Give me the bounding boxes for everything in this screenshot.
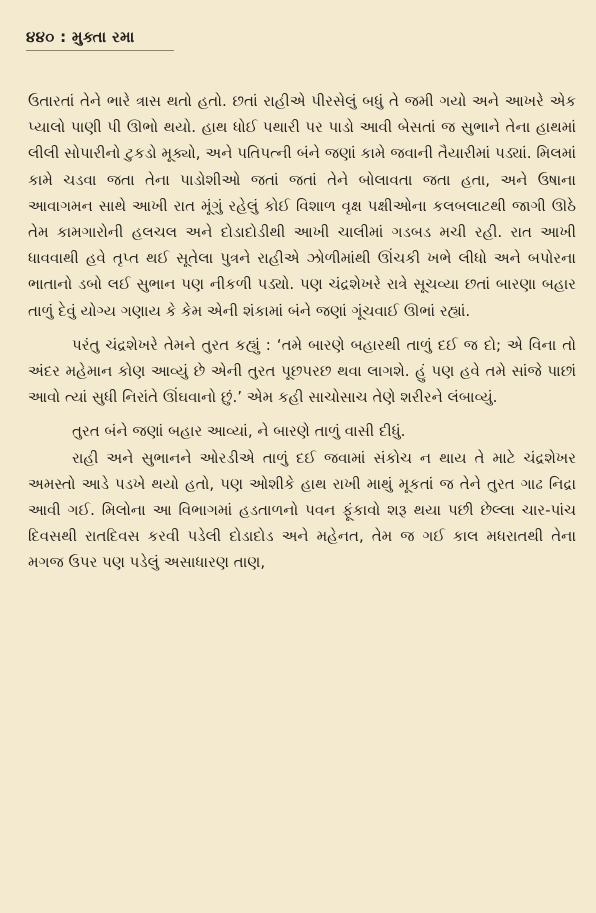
paragraph-4: રાહી અને સુભાનને ઓરડીએ તાળું દઈ જવામાં સંકોચ ન થાય તે માટે ચંદ્રશેખર અમસ્તો આડે પડખે થયો હતો, પણ ઓશીકે હાથ રાખી માથું મૂકતાં જ તેને તુરત ગાઢ નિદ્રા આવી ગઈ. મિલોના આ વિભાગમાં હડતાળનો પવન ફૂંકાવો શરૂ થયા પછી છેલ્લા ચાર-પાંચ દિવસથી રાતદિવસ કરવી પડેલી દોડાદોડ અને મહેનત, તેમ જ ગઈ કાલ મધરાતથી તેના મગજ ઉપર પણ પડેલું અસાધારણ તાણ, — [28, 448, 576, 572]
header-separator: : — [60, 28, 67, 46]
page-number: ૪૪૦ — [26, 28, 55, 46]
body-text — [28, 88, 576, 576]
paragraph-1: ઉતારતાં તેને ભારે ત્રાસ થતો હતો. છતાં રાહીએ પીરસેલું બધું તે જમી ગયો અને આખરે એક પ્યાલો પાણી પી ઊભો થયો. હાથ ધોઈ પથારી પર પાડો આવી બેસતાં જ સુભાને તેના હાથમાં લીલી સોપારીનો ટુકડો મૂક્યો, અને પતિપત્ની બંને જણાં કામે જવાની તૈયારીમાં પડ્યાં. મિલમાં કામે ચડવા જતા તેના પાડોશીઓ જતાં જતાં તેને બોલાવતા જતા હતા, અને ઉષાના આવાગમન સાથે આખી રાત મૂંગું રહેલું કોઈ વિશાળ વૃક્ષ પક્ષીઓના કલબલાટથી જાગી ઊઠે તેમ કામગારોની હલચલ અને દોડાદોડીથી આખી ચાલીમાં ગડબડ મચી રહી. રાત આખી ધાવવાથી હવે તૃપ્ત થઈ સૂતેલા પુત્રને રાહીએ ઝોળીમાંથી ઊંચકી ખભે લીધો અને બપોરના ભાતાનો ડબો લઈ સુભાન પણ નીકળી પડ્યો. પણ ચંદ્રશેખરે રાત્રે સૂચવ્યા છતાં બારણા બહાર તાળું દેવું યોગ્ય ગણાય કે કેમ એની શંકામાં બંને જણાં ગૂંચવાઈ ઊભાં રહ્યાં. — [28, 92, 576, 320]
running-header — [26, 28, 135, 46]
paragraph-3: તુરત બંને જણાં બહાર આવ્યાં, ને બારણે તાળું વાસી દીધું. — [72, 422, 406, 441]
paragraph-2: પરંતુ ચંદ્રશેખરે તેમને તુરત કહ્યું : ‘તમે બારણે બહારથી તાળું દઈ જ દો; એ વિના તો અંદર મહેમાન કોણ આવ્યું છે એની તુરત પૂછપરછ થવા લાગશે. હું પણ હવે તમે સાંજે પાછાં આવો ત્યાં સુધી નિરાંતે ઊંઘવાનો છું.’ એમ કહી સાચોસાચ તેણે શરીરને લંબાવ્યું. — [28, 335, 576, 407]
header-underline — [26, 50, 174, 53]
running-title: મુક્તા રમા — [71, 28, 135, 46]
